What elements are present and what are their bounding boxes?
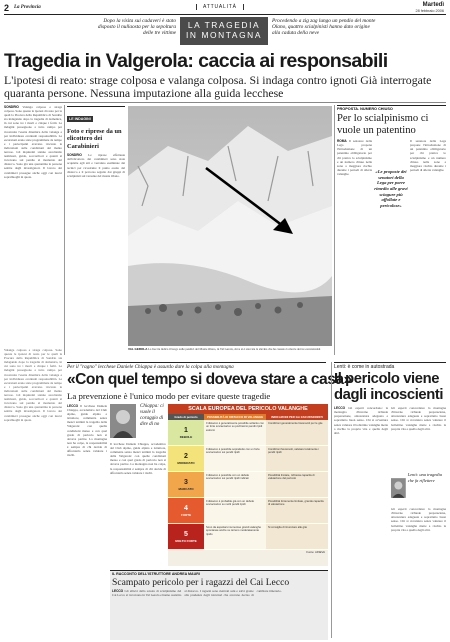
danger-indicazioni-cell: Si consiglia di rinunciare alle gite	[266, 524, 328, 549]
danger-indicazioni-cell: Possibilità limitate, richiesta capacità di valutazione del pericolo	[266, 472, 328, 497]
lead-body: Valanga colposa e strage colposa. Sono queste le ipotesi di reato per le quali la Procura della Repubblica di Sondrio sta indagando dopo la tragedia di domenica, in cui sono tre i morti e cinque i feriti. Le indagini proseguono a tutto campo per ricostruire l'esatta dinamica della valanga e per individuare eventuali responsabilità. Le escursioni erano state programmate da tempo e i partecipanti avevano ricevuto le indicazioni sulle condizioni del manto nevoso. Gli inquirenti stanno ascoltando testimoni, guide, soccorritori e quanti si trovavano sul pendio al momento del distacco. Sono già una quarantina le persone sentite dagli investigatori. Il lavoro dei carabinieri prosegue anche oggi con nuovi sopralluoghi in quota.	[4, 105, 62, 179]
far-right-headline: Il pericolo viene dagli incoscienti	[334, 371, 444, 403]
danger-distacco-cell: Sono da aspettarsi numerose grandi valanghe spontanee anche su terreno moderatamente ripido	[204, 524, 266, 549]
danger-distacco-cell: Il distacco è generalmente possibile soltanto con un forte sovraccarico su pochissimi pendii ripidi estremi	[204, 420, 266, 445]
investigation-label: LE INDAGINI	[69, 117, 91, 121]
far-right-col2-bottom	[391, 507, 446, 639]
danger-scale-title: SCALA EUROPEA DEL PERICOLO VALANGHE	[168, 404, 328, 414]
lenti-portrait	[391, 472, 446, 504]
second-story-body: Il lecchese Daniele Chiappa, accademico del Club alpino, guida alpina e istruttore, commenta senza mezzi termini la tragedia della Valgerola: con quelle condizioni meteo e con quel grado di pericolo non si doveva partire. La montagna non ha colpe, la responsabilità è sempre di chi decide di affrontarla senza valutare i rischi.	[67, 404, 107, 458]
second-story-byline: LECCO	[67, 404, 79, 408]
right-article-col3	[410, 139, 446, 349]
far-right-body-continued: Gli esperti concordano: la montagna d'inverno richiede preparazione, attrezzatura adeguata e soprattutto buon senso. Chi si avventura senza valutare il bollettino valanghe mette a rischio la propria vita e quella degli altri.	[391, 406, 446, 431]
danger-row-4	[168, 498, 328, 524]
danger-distacco-cell: Il distacco è possibile con un debole sovraccarico sui pendii ripidi indicati	[204, 472, 266, 497]
danger-level-name: MARCATO	[178, 486, 194, 491]
section-rule-2	[67, 362, 326, 363]
masthead-rule	[4, 14, 446, 15]
right-article-body: Il senatore della Lega propone l'introduzione di un patentino obbligatorio per chi pratica lo scialpinismo e un numero chiuso nelle zone a maggiore rischio durante i periodi di allerta valanghe.	[337, 139, 372, 176]
danger-level-cell	[168, 420, 204, 445]
second-story-headline: «Con quel tempo si doveva stare a casa»	[67, 371, 352, 388]
danger-level-cell	[168, 472, 204, 497]
second-story-kicker: Per il "ragno" lecchese Daniele Chiappa è assurdo dare la colpa alla montagna	[67, 364, 234, 370]
date: 28 febbraio 2006	[415, 9, 444, 13]
right-article-byline: ROMA	[337, 139, 347, 144]
danger-level-number: 2	[184, 452, 188, 460]
mountain-photo-image	[128, 106, 332, 346]
far-right-body: Gli esperti concordano: la montagna d'inverno richiede preparazione, attrezzatura adeguata e soprattutto buon senso. Chi si avventura senza valutare il bollettino valanghe mette a rischio la propria vita e quella degli altri.	[334, 406, 388, 435]
bottom-story-byline: LECCO	[112, 589, 124, 593]
main-headline: Tragedia in Valgerola: caccia ai responsabili	[4, 50, 388, 72]
danger-distacco-cell: Il distacco è possibile soprattutto con un forte sovraccarico sui pendii ripidi	[204, 446, 266, 471]
photo-caption-text: La freccia indica il luogo sulle pendici del Monte Olano, in Val Gerola, dove si è staccata la slavina che ha causato la morte dei tre escursionisti	[148, 348, 321, 351]
second-story-subheadline: La prevenzione è l'unico modo per evitare queste tragedie	[67, 391, 271, 401]
danger-level-name: MODERATO	[177, 460, 195, 465]
danger-rows	[168, 420, 328, 550]
bottom-story-kicker: IL RACCONTO DELL'ISTRUTTORE ANDREA MAURI	[110, 570, 328, 577]
danger-scale-chart	[168, 404, 328, 566]
photo-caption	[128, 348, 332, 360]
danger-header-distacco: POSSIBILITÀ DI DISTACCO DI VALANGHE	[204, 414, 266, 420]
second-story-body-continued: Il lecchese Daniele Chiappa, accademico del Club alpino, guida alpina e istruttore, commenta senza mezzi termini la tragedia della Valgerola: con quelle condizioni meteo e con quel grado di pericolo non si doveva partire. La montagna non ha colpe, la responsabilità è sempre di chi decide di affrontarla senza valutare i rischi.	[110, 442, 166, 475]
right-article-col1	[337, 139, 372, 349]
danger-level-name: FORTE	[180, 512, 192, 517]
danger-row-2	[168, 446, 328, 472]
weekday: Martedì	[422, 2, 444, 8]
danger-level-number: 4	[184, 504, 188, 512]
section-box	[180, 17, 268, 45]
investigation-title: Foto e riprese da un elicottero dei Carabinieri	[67, 128, 122, 150]
danger-level-cell	[168, 498, 204, 523]
chiappa-portrait	[110, 404, 136, 438]
far-right-body-end: Gli esperti concordano: la montagna d'inverno richiede preparazione, attrezzatura adeguata e soprattutto buon senso. Chi si avventura senza valutare il bollettino valanghe mette a rischio la propria vita e quella degli altri.	[391, 507, 446, 532]
investigation-byline: SONDRIO	[67, 153, 82, 158]
lenti-caption: Lenti: una tragedia che fa riflettere	[407, 472, 442, 483]
right-article	[337, 105, 446, 357]
danger-indicazioni-cell: Condizioni favorevoli, valutare localmente i pendii ripidi	[266, 446, 328, 471]
far-right-col1	[334, 406, 388, 642]
danger-row-1	[168, 420, 328, 446]
second-story-col3	[110, 442, 166, 572]
avalanche-photo	[128, 106, 332, 346]
danger-header-indicazioni: INDICAZIONI PER GLI ESCURSIONISTI	[266, 414, 328, 420]
danger-row-3	[168, 472, 328, 498]
danger-row-5	[168, 524, 328, 550]
danger-scale-source: Fonte: AINEVA	[306, 550, 325, 554]
danger-level-number: 5	[184, 530, 188, 538]
portrait-image	[110, 404, 136, 438]
danger-level-number: 3	[184, 478, 188, 486]
danger-level-cell	[168, 446, 204, 471]
bottom-story-body: Gli allievi della scuola di scialpinismo del Cai Lecco si trovavano in Val Gerola e hanno assistito al distacco. I ragazzi sono rientrati sani e salvi grazie alla prudenza degli istruttori che avevano deciso di cambiare itinerario.	[112, 589, 282, 598]
danger-level-name: MOLTO FORTE	[175, 538, 197, 543]
lenti-portrait-image	[391, 472, 406, 504]
paper-name: La Provincia	[14, 5, 41, 10]
bottom-story	[110, 570, 328, 640]
danger-indicazioni-cell: Condizioni generalmente favorevoli per le gite	[266, 420, 328, 445]
column-divider-1	[64, 105, 65, 355]
lead-byline: SONDRIO	[4, 105, 19, 109]
right-article-body-continued: Il senatore della Lega propone l'introduzione di un patentino obbligatorio per chi pratica lo scialpinismo e un numero chiuso nelle zone a maggiore rischio durante i periodi di allerta valanghe.	[410, 139, 446, 172]
investigation-box	[67, 106, 125, 356]
right-article-title: Per lo scialpinismo ci vuole un patentino	[337, 113, 429, 136]
danger-level-name: DEBOLE	[179, 434, 193, 439]
far-right-kicker: Lenti: è come in autostrada	[334, 362, 446, 370]
chiappa-caption: Chiappa: ci vuole il coraggio di dire di no	[140, 404, 164, 427]
photo-caption-label: VAL GEROLA	[128, 348, 148, 351]
danger-distacco-cell: Il distacco è probabile già con un debole sovraccarico su molti pendii ripidi	[204, 498, 266, 523]
right-article-kicker: PROPOSTA. NUMERO CHIUSO	[337, 105, 446, 111]
section-label: ATTUALITÀ	[196, 4, 244, 10]
danger-indicazioni-cell: Possibilità fortemente limitate, grande capacità di valutazione	[266, 498, 328, 523]
far-right-col2-top	[391, 406, 446, 470]
headline-rule	[4, 102, 446, 103]
lead-article-col1	[4, 105, 62, 345]
investigation-text	[67, 153, 125, 353]
second-story-col1	[67, 404, 107, 638]
column-divider-2	[334, 105, 335, 355]
section-box-line2: IN MONTAGNA	[185, 30, 263, 40]
lead-body-continued: Valanga colposa e strage colposa. Sono queste le ipotesi di reato per le quali la Procura della Repubblica di Sondrio sta indagando dopo la tragedia di domenica, in cui sono tre i morti e cinque i feriti. Le indagini proseguono a tutto campo per ricostruire l'esatta dinamica della valanga e per individuare eventuali responsabilità. Le escursioni erano state programmate da tempo e i partecipanti avevano ricevuto le indicazioni sulle condizioni del manto nevoso. Gli inquirenti stanno ascoltando testimoni, guide, soccorritori e quanti si trovavano sul pendio al momento del distacco. Sono già una quarantina le persone sentite dagli investigatori. Il lavoro dei carabinieri prosegue anche oggi con nuovi sopralluoghi in quota.	[4, 348, 62, 422]
lead-article-col2	[4, 348, 62, 638]
kicker-left: Dopo la visita sui cadaveri è stato disposto il nullaosta per la sepoltura delle tre vittime	[97, 18, 176, 37]
kicker-right: Procedendo a zig zag lungo un pendio del monte Olano, quattro scialpinisti hanno dato origine alla caduta della neve	[272, 18, 376, 37]
page-number: 2	[4, 3, 10, 13]
danger-level-cell	[168, 524, 204, 549]
far-right-story	[334, 362, 446, 640]
danger-header-level: Grado di pericolo	[168, 414, 204, 420]
right-article-quote: «Le proposte dei senatori della Lega per porre rimedio alle gravi sciagure più affollate e pericolose»	[374, 169, 408, 208]
bottom-story-headline: Scampato pericolo per i ragazzi del Cai Lecco	[112, 577, 290, 588]
section-box-line1: LA TRAGEDIA	[187, 20, 261, 30]
bottom-story-text	[110, 588, 328, 636]
column-divider-3	[331, 362, 332, 638]
far-right-byline: LECCO	[334, 406, 346, 411]
main-subheadline: L'ipotesi di reato: strage colposa e valanga colposa. Si indaga contro ignoti Già interrogate quaranta persone. Nessuna imputazione alla guida lecchese	[4, 73, 432, 101]
investigation-body: Le riprese effettuate dall'elicottero dei carabinieri sono state acquisite agli atti e verranno esaminate dai tecnici per ricostruire il punto esatto del distacco e il percorso seguito dai gruppi di scialpinisti sul versante del monte Olano.	[67, 153, 125, 178]
danger-level-number: 1	[184, 426, 188, 434]
